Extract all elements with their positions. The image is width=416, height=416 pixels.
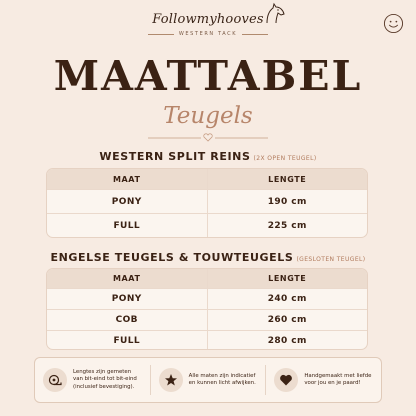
column-header-size: MAAT xyxy=(112,174,141,184)
section-heading-split-reins xyxy=(0,150,416,163)
table-header-row xyxy=(47,269,367,288)
measuring-tape-icon xyxy=(48,373,62,387)
horse-head-icon xyxy=(262,2,286,24)
section-heading-english-reins xyxy=(0,251,416,264)
info-badge xyxy=(43,368,67,392)
section-title: WESTERN SPLIT REINS xyxy=(99,150,251,163)
page-title: MAATTABEL xyxy=(53,52,363,100)
english-reins-table xyxy=(46,268,368,350)
info-item-handmade xyxy=(265,365,381,395)
column-header-size: MAAT xyxy=(112,274,141,283)
brand-tagline: WESTERN TACK xyxy=(178,31,238,37)
size-cell: FULL xyxy=(113,336,141,346)
star-icon xyxy=(164,373,178,387)
table-row xyxy=(47,213,367,237)
size-cell: PONY xyxy=(111,196,142,207)
table-header-row xyxy=(47,169,367,189)
brand-tagline-row xyxy=(0,31,416,37)
section-note: (GESLOTEN TEUGEL) xyxy=(296,256,366,263)
info-badge xyxy=(159,368,183,392)
info-item-indicative xyxy=(150,365,266,395)
column-header-length: LENGTE xyxy=(207,269,368,288)
length-cell: 260 cm xyxy=(207,310,368,330)
section-title: ENGELSE TEUGELS & TOUWTEUGELS xyxy=(50,251,294,264)
table-row xyxy=(47,330,367,350)
smiley-icon xyxy=(383,13,404,34)
info-text: Alle maten zijn indicatief en kunnen licht afwijken. xyxy=(188,372,256,386)
info-panel xyxy=(34,357,382,403)
section-note: (2X OPEN TEUGEL) xyxy=(253,155,317,162)
length-cell: 280 cm xyxy=(207,331,368,350)
table-row xyxy=(47,309,367,330)
info-item-measurement xyxy=(35,368,150,392)
size-cell: PONY xyxy=(111,294,142,304)
brand-header xyxy=(0,8,416,37)
page-subtitle: Teugels xyxy=(163,103,253,129)
brand-logo xyxy=(152,12,264,27)
info-text: Handgemaakt met liefde voor jou en je paard! xyxy=(304,372,372,386)
brand-name: Followmyhooves xyxy=(152,12,264,27)
size-cell: FULL xyxy=(113,220,141,231)
heart-divider xyxy=(148,132,268,142)
length-cell: 225 cm xyxy=(207,214,368,237)
length-cell: 240 cm xyxy=(207,289,368,309)
table-row xyxy=(47,189,367,213)
split-reins-table xyxy=(46,168,368,238)
info-text: Lengtes zijn gemeten van bit-eind tot bit-eind (inclusief bevestiging). xyxy=(73,368,137,390)
info-badge xyxy=(274,368,298,392)
table-row xyxy=(47,288,367,309)
heart-icon xyxy=(279,373,293,387)
size-cell: COB xyxy=(115,315,138,325)
length-cell: 190 cm xyxy=(207,190,368,213)
column-header-length: LENGTE xyxy=(207,169,368,189)
